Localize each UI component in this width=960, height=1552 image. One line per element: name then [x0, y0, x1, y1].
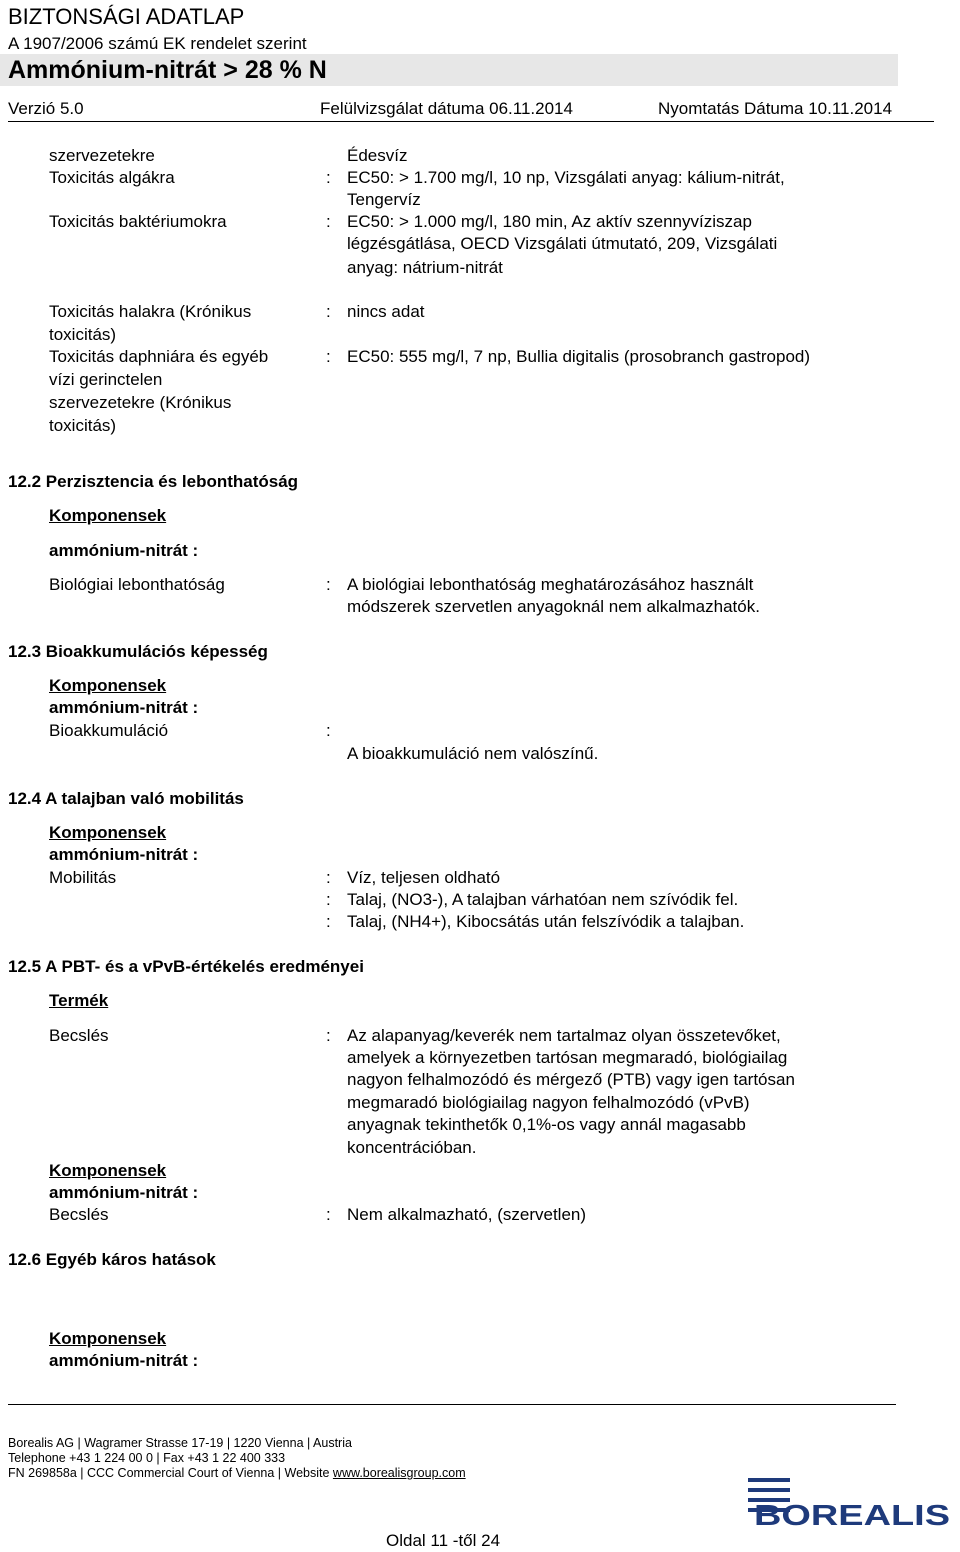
- row-label: vízi gerinctelen: [49, 370, 163, 389]
- regulation-subtitle: A 1907/2006 számú EK rendelet szerint: [8, 34, 307, 53]
- row-value: Talaj, (NO3-), A talajban várhatóan nem szívódik fel.: [347, 890, 739, 909]
- section-heading-12-3: 12.3 Bioakkumulációs képesség: [8, 642, 268, 661]
- footer-registry: [8, 1466, 466, 1481]
- page-number: Oldal 11 -től 24: [386, 1531, 501, 1550]
- row-value: Talaj, (NH4+), Kibocsátás után felszívódik a talajban.: [347, 912, 745, 931]
- row-colon: :: [326, 868, 331, 887]
- row-colon: :: [326, 302, 331, 321]
- footer-address: Borealis AG | Wagramer Strasse 17-19 | 1220 Vienna | Austria: [8, 1436, 352, 1450]
- row-label: Toxicitás halakra (Krónikus: [49, 302, 252, 321]
- row-label: toxicitás): [49, 416, 117, 435]
- row-value: anyag: nátrium-nitrát: [347, 258, 503, 277]
- row-value: EC50: > 1.700 mg/l, 10 np, Vizsgálati anyag: kálium-nitrát,: [347, 168, 785, 187]
- row-value: nagyon felhalmozódó és mérgező (PTB) vagy igen tartósan: [347, 1070, 795, 1089]
- row-colon: :: [326, 721, 331, 740]
- row-colon: :: [326, 1205, 331, 1224]
- components-heading: Komponensek: [49, 823, 167, 842]
- header-divider: [8, 121, 934, 122]
- row-label: Becslés: [49, 1026, 109, 1045]
- section-heading-12-4: 12.4 A talajban való mobilitás: [8, 789, 244, 808]
- footer-phone: Telephone +43 1 224 00 0 | Fax +43 1 22 400 333: [8, 1451, 286, 1465]
- row-value: A biológiai lebonthatóság meghatározásához használt: [347, 575, 754, 594]
- row-colon: :: [326, 575, 331, 594]
- product-name: Ammónium-nitrát > 28 % N: [8, 56, 327, 84]
- section-heading-12-6: 12.6 Egyéb káros hatások: [8, 1250, 216, 1269]
- components-heading: Komponensek: [49, 676, 167, 695]
- row-colon: :: [326, 212, 331, 231]
- row-value: EC50: > 1.000 mg/l, 180 min, Az aktív szennyvíziszap: [347, 212, 752, 231]
- row-label: Bioakkumuláció: [49, 721, 169, 740]
- row-label: Toxicitás baktériumokra: [49, 212, 227, 231]
- row-value: Víz, teljesen oldható: [347, 868, 501, 887]
- row-colon: :: [326, 347, 331, 366]
- row-label: Biológiai lebonthatóság: [49, 575, 225, 594]
- logo-stripe: [748, 1478, 790, 1482]
- row-label: Toxicitás algákra: [49, 168, 175, 187]
- row-value: Tengervíz: [347, 190, 421, 209]
- substance-label: ammónium-nitrát :: [49, 1183, 199, 1202]
- row-value: módszerek szervetlen anyagoknál nem alkalmazhatók.: [347, 597, 760, 616]
- components-heading: Komponensek: [49, 1161, 167, 1180]
- section-heading-12-5: 12.5 A PBT- és a vPvB-értékelés eredményei: [8, 957, 364, 976]
- row-value: Nem alkalmazható, (szervetlen): [347, 1205, 587, 1224]
- revision-date: Felülvizsgálat dátuma 06.11.2014: [320, 99, 573, 118]
- document-title: BIZTONSÁGI ADATLAP: [8, 4, 245, 29]
- website-link[interactable]: www.borealisgroup.com: [332, 1466, 466, 1480]
- row-value: Édesvíz: [347, 146, 408, 165]
- row-label: toxicitás): [49, 325, 117, 344]
- version: Verzió 5.0: [8, 99, 84, 118]
- row-value: megmaradó biológiailag nagyon felhalmozódó (vPvB): [347, 1093, 750, 1112]
- logo-text: BOREALIS: [754, 1500, 950, 1530]
- row-colon: :: [326, 890, 331, 909]
- row-value: koncentrációban.: [347, 1138, 477, 1157]
- row-value: amelyek a környezetben tartósan megmaradó, biológiailag: [347, 1048, 788, 1067]
- print-date: Nyomtatás Dátuma 10.11.2014: [658, 99, 893, 118]
- row-colon: :: [326, 168, 331, 187]
- row-colon: :: [326, 1026, 331, 1045]
- footer-registry-text: FN 269858a | CCC Commercial Court of Vienna | Website: [8, 1466, 333, 1480]
- row-value: A bioakkumuláció nem valószínű.: [347, 744, 599, 763]
- components-heading: Komponensek: [49, 1329, 167, 1348]
- components-heading: Komponensek: [49, 506, 167, 525]
- section-heading-12-2: 12.2 Perzisztencia és lebonthatóság: [8, 472, 299, 491]
- row-value: anyagnak tekinthetők 0,1%-os vagy annál magasabb: [347, 1115, 746, 1134]
- footer-divider: [8, 1404, 896, 1405]
- row-value: nincs adat: [347, 302, 425, 321]
- row-value: EC50: 555 mg/l, 7 np, Bullia digitalis (prosobranch gastropod): [347, 347, 811, 366]
- row-label: Toxicitás daphniára és egyéb: [49, 347, 269, 366]
- substance-label: ammónium-nitrát :: [49, 845, 199, 864]
- row-label: szervezetekre: [49, 146, 155, 165]
- product-heading: Termék: [49, 991, 109, 1010]
- row-value: légzésgátlása, OECD Vizsgálati útmutató, 209, Vizsgálati: [347, 234, 778, 253]
- row-value: Az alapanyag/keverék nem tartalmaz olyan összetevőket,: [347, 1026, 781, 1045]
- row-label: Becslés: [49, 1205, 109, 1224]
- substance-label: ammónium-nitrát :: [49, 541, 199, 560]
- row-colon: :: [326, 912, 331, 931]
- logo-stripe: [748, 1488, 790, 1492]
- substance-label: ammónium-nitrát :: [49, 698, 199, 717]
- borealis-logo: [746, 1474, 956, 1530]
- row-label: Mobilitás: [49, 868, 117, 887]
- substance-label: ammónium-nitrát :: [49, 1351, 199, 1370]
- row-label: szervezetekre (Krónikus: [49, 393, 232, 412]
